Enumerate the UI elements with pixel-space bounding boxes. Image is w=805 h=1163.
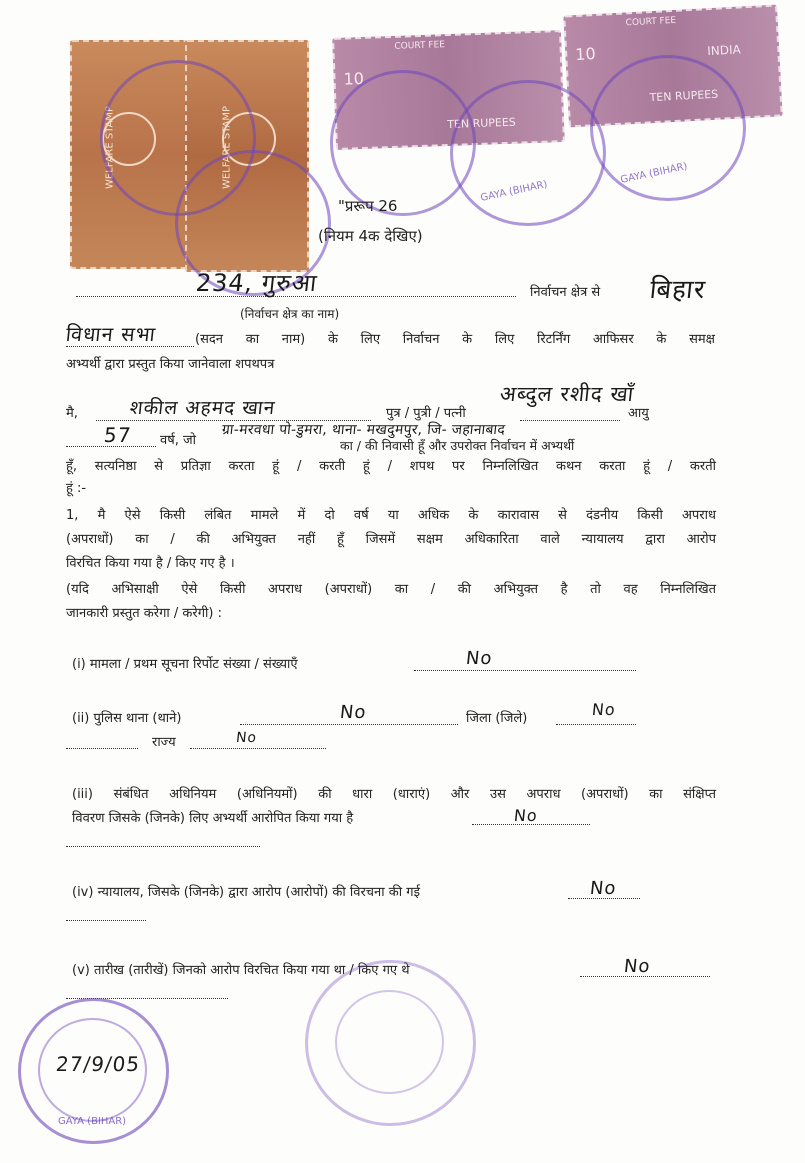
father-dots <box>520 420 620 421</box>
welfare-stamp-label-2: WELFARE STAMP <box>221 105 233 190</box>
para2-line-2: जानकारी प्रस्तुत करेगा / करेगी) : <box>66 606 223 621</box>
handwritten-house: विधान सभा <box>64 322 158 346</box>
form-subtitle: (नियम 4क देखिए) <box>318 227 423 245</box>
handwritten-name: शकील अहमद खान <box>128 397 277 419</box>
item-i-dots <box>414 670 636 671</box>
court-fee-label-2: COURT FEE <box>625 15 677 29</box>
item-i-label: (i) मामला / प्रथम सूचना रिर्पोट संख्या / संख्याएँ <box>72 657 298 672</box>
handwritten-state: बिहार <box>648 275 708 305</box>
handwritten-address: ग्रा-मरवधा पो-डुमरा, थाना- मखदुमपुर, जि- जहानाबाद <box>221 422 506 438</box>
seal-text-bottom: GAYA (BIHAR) <box>58 1116 127 1127</box>
form-title: "प्ररूप 26 <box>338 197 398 215</box>
handwritten-constituency: 234, गुरुआ <box>194 269 319 297</box>
house-dots <box>66 346 194 347</box>
court-fee-denomination-2: 10 <box>574 44 597 65</box>
item-ii-state-dots <box>190 748 326 749</box>
item-v-label: (v) तारीख (तारीखें) जिनको आरोप विरचित किया गया था / किए गए थे <box>72 963 410 978</box>
oath-line-1: हूँ, सत्यनिष्ठा से प्रतिज्ञा करता हूं / करती हूं / शपथ पर निम्नलिखित कथन करता हूं / करती <box>66 459 716 474</box>
para1-line-2: (अपराधों) का / की अभियुक्त नहीं हूँ जिसमें सक्षम अधिकारिता वाले न्यायालय द्वारा आरोप <box>66 532 716 547</box>
para2-line-1: (यदि अभिसाक्षी ऐसे किसी अपराध (अपराधों) का / की अभियुक्त है तो वह निम्नलिखित <box>66 582 716 597</box>
item-ii-state: राज्य <box>152 735 176 750</box>
handwritten-father: अब्दुल रशीद खाँ <box>498 382 636 406</box>
handwritten-answer-ii-station: No <box>338 702 368 723</box>
years-label: वर्ष, जो <box>160 433 197 448</box>
court-fee-label: COURT FEE <box>394 40 446 52</box>
me-label: मै, <box>66 406 78 421</box>
court-fee-ten-rupees: TEN RUPEES <box>446 115 516 132</box>
welfare-stamp-label: WELFARE STAMP <box>104 105 116 190</box>
notary-seal-5 <box>590 55 746 201</box>
handwritten-answer-v: No <box>622 956 652 977</box>
affidavit-line: अभ्यर्थी द्वारा प्रस्तुत किया जानेवाला शपथपत्र <box>66 357 275 372</box>
constituency-caption: (निर्वाचन क्षेत्र का नाम) <box>240 307 340 321</box>
item-ii-dots <box>240 724 458 725</box>
item-iv-label: (iv) न्यायालय, जिसके (जिनके) द्वारा आरोप (आरोपों) की विरचना की गई <box>72 885 420 900</box>
relation-label: पुत्र / पुत्री / पत्नी <box>386 406 466 421</box>
seal-text-1: GAYA (BIHAR) <box>479 179 549 204</box>
handwritten-answer-iii: No <box>513 806 539 825</box>
para1-line-3: विरचित किया गया है / किए गए है । <box>66 556 235 571</box>
handwritten-answer-ii-state: No <box>235 730 258 746</box>
item-ii-state-pre-dots <box>66 748 138 749</box>
item-ii-district-dots <box>556 724 636 725</box>
notary-seal-bottom-center-inner <box>335 990 444 1094</box>
house-label: (सदन का नाम) के लिए निर्वाचन के लिए रिटर्निंग आफिसर के समक्ष <box>195 332 715 347</box>
item-iii-line-2: विवरण जिसके (जिनके) लिए अभ्यर्थी आरोपित किया गया है <box>72 811 354 826</box>
court-fee-ten-rupees-2: TEN RUPEES <box>649 87 719 105</box>
handwritten-answer-ii-district: No <box>591 700 617 719</box>
seal-text-2: GAYA (BIHAR) <box>619 161 689 186</box>
handwritten-age: 57 <box>102 423 133 447</box>
handwritten-date: 27/9/05 <box>54 1052 142 1076</box>
court-fee-india: INDIA <box>706 42 742 59</box>
resident-label: का / की निवासी हूँ और उपरोक्त निर्वाचन में अभ्यर्थी <box>340 438 575 453</box>
age-label: आयु <box>628 406 649 421</box>
notary-seal-4 <box>450 80 606 226</box>
para1-line-1: 1, मै ऐसे किसी लंबित मामले में दो वर्ष या अधिक के कारावास से दंडनीय किसी अपराध <box>66 508 716 523</box>
item-ii-label: (ii) पुलिस थाना (थाने) <box>72 711 182 726</box>
constituency-label: निर्वाचन क्षेत्र से <box>530 285 601 300</box>
item-iv-dots-2 <box>66 920 146 921</box>
court-fee-denomination: 10 <box>343 68 365 89</box>
item-ii-district: जिला (जिले) <box>466 711 528 726</box>
handwritten-answer-iv: No <box>588 878 618 899</box>
item-iii-line-1: (iii) संबंधित अधिनियम (अधिनियमों) की धारा (धाराएं) और उस अपराध (अपराधों) का संक्षिप्त <box>72 787 716 802</box>
item-iii-dots-2 <box>66 846 260 847</box>
oath-line-2: हूं :- <box>66 481 87 496</box>
handwritten-answer-i: No <box>464 648 494 669</box>
